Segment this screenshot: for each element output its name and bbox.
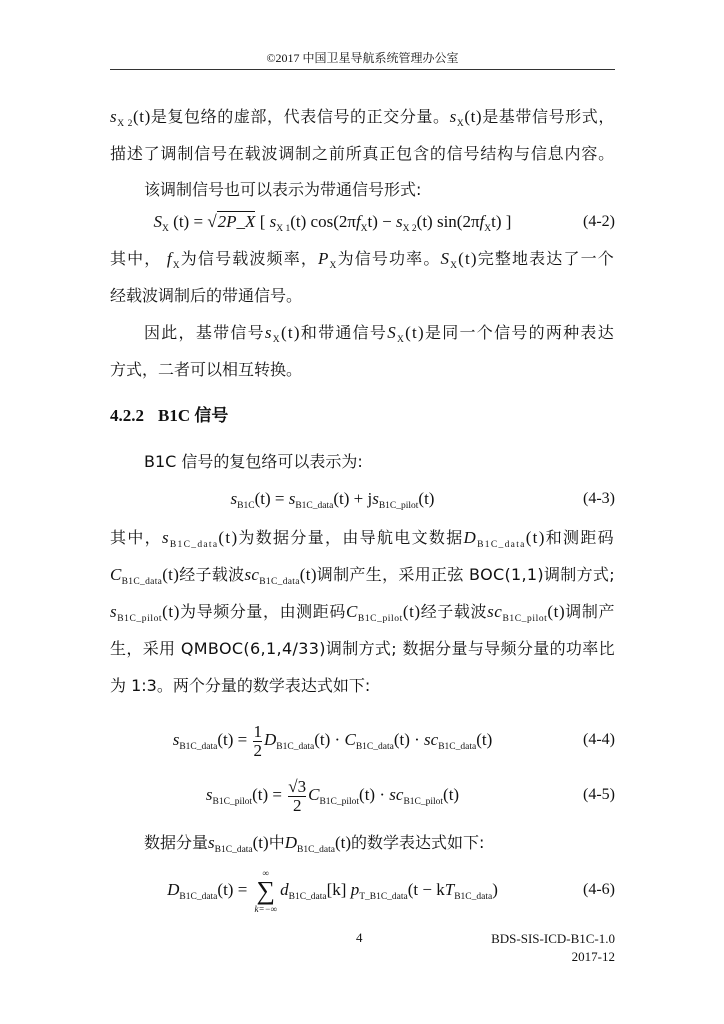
text-run: 调制产 [565, 602, 616, 621]
variable-subscript: X [172, 261, 181, 271]
line-content [110, 283, 302, 309]
paragraph-line [110, 599, 615, 625]
equation [110, 197, 615, 247]
math-text: (t) [402, 602, 421, 621]
math-text: t) − [367, 212, 397, 231]
variable-symbol: sc [244, 565, 260, 584]
doc-footer [491, 930, 615, 966]
variable-subscript: B1C_data [296, 845, 335, 855]
variable-symbol: S [387, 323, 397, 342]
variable-symbol: s [372, 489, 379, 508]
text-run: 是基带信号形式， [482, 107, 615, 126]
variable-symbol: s [172, 730, 180, 749]
variable-subscript: B1C_data [295, 501, 334, 511]
variable-symbol: D [463, 528, 478, 547]
line-content [110, 141, 615, 167]
equation-body [110, 715, 555, 772]
variable-subscript: B1C_data [214, 845, 253, 855]
variable-symbol: s [264, 323, 273, 342]
paragraph-line [110, 562, 615, 588]
math-variable [264, 323, 281, 345]
math-variable [350, 880, 408, 902]
sum-sign: ∑ [256, 876, 276, 906]
math-variable [244, 565, 300, 587]
line-content [144, 830, 484, 863]
equation-number: (4-6) [583, 881, 615, 898]
math-variable [208, 833, 253, 855]
variable-subscript: B1C_data [259, 577, 300, 587]
equation-body [110, 865, 555, 922]
paragraph-line [110, 673, 615, 699]
math-text: (t) · [359, 785, 390, 804]
text-run: 是复包络的虚部，代表信号的正交分量。 [150, 107, 450, 126]
text-run: 为 1:3。两个分量的数学表达式如下: [110, 676, 371, 695]
math-variable [479, 212, 492, 234]
equation [110, 715, 615, 765]
math-text: (t) [547, 602, 566, 621]
equation [110, 865, 615, 915]
equation-body [110, 770, 555, 827]
doc-id: BDS-SIS-ICD-B1C-1.0 [491, 931, 615, 946]
math-text: (t) [252, 833, 269, 852]
variable-subscript: B1C_data [169, 540, 219, 550]
variable-subscript: X [360, 224, 368, 234]
variable-subscript: B1C_pilot [117, 614, 163, 624]
text-run: 为信号功率。 [337, 249, 441, 268]
math-text: (t) [299, 565, 317, 584]
equation-number: (4-2) [583, 213, 615, 230]
math-text: (t) = [252, 785, 287, 804]
text-run: 该调制信号也可以表示为带通信号形式: [144, 180, 422, 199]
line-content [110, 599, 615, 632]
numerator: √3 [288, 776, 307, 796]
variable-subscript: X [450, 261, 459, 271]
variable-symbol: s [288, 489, 296, 508]
math-text: (t) · [314, 730, 345, 749]
variable-symbol: s [449, 107, 457, 126]
variable-symbol: s [396, 212, 403, 231]
math-variable [387, 323, 406, 345]
math-variable [205, 785, 253, 807]
variable-subscript: X [396, 335, 406, 345]
math-text: (t) = [217, 880, 252, 899]
variable-subscript: B1C_data [179, 742, 218, 752]
math-variable [280, 880, 327, 902]
text-run: 方式，二者可以相互转换。 [110, 360, 303, 379]
math-text: (t) [405, 323, 425, 342]
text-run: 经子载波 [420, 602, 488, 621]
math-text: (t) [162, 565, 180, 584]
text-run: 是同一个信号的两种表达 [424, 323, 615, 342]
math-variable [389, 785, 444, 807]
math-text: (t) [458, 249, 478, 268]
variable-subscript: X 1 [276, 224, 291, 234]
numerator: 1 [253, 721, 262, 741]
variable-symbol: s [205, 785, 213, 804]
header-rule [110, 69, 615, 70]
section-heading [110, 401, 242, 426]
variable-symbol: p [350, 880, 360, 899]
equation [110, 770, 615, 820]
paragraph-line [110, 449, 615, 475]
math-text: (t) [133, 107, 151, 126]
paragraph-line [110, 104, 615, 130]
line-content [110, 636, 615, 662]
variable-symbol: D [263, 730, 277, 749]
math-variable [308, 785, 360, 807]
variable-symbol: s [230, 489, 238, 508]
math-variable [172, 730, 218, 752]
fraction [288, 778, 306, 815]
radical-sign: √ [207, 212, 217, 231]
variable-symbol: sc [487, 602, 503, 621]
line-content [144, 449, 363, 475]
variable-symbol: s [110, 107, 118, 126]
math-variable [487, 602, 548, 624]
section-title: B1C 信号 [158, 406, 229, 425]
line-content [144, 320, 615, 353]
paragraph-line [110, 283, 615, 309]
running-header: ©2017 中国卫星导航系统管理办公室 [266, 51, 459, 65]
math-text: t) ] [491, 212, 512, 231]
math-text: (t) [218, 528, 239, 547]
variable-symbol: S [153, 212, 163, 231]
paragraph-line [110, 636, 615, 662]
sum-upper-limit: ∞ [262, 868, 270, 879]
math-variable [345, 602, 403, 624]
variable-subscript: B1C_data [355, 742, 394, 752]
variable-subscript: X [272, 335, 281, 345]
paragraph-line [110, 357, 615, 383]
math-variable [263, 730, 315, 752]
text-run: 的数学表达式如下: [351, 833, 485, 852]
variable-subscript: X 2 [117, 119, 134, 129]
text-run: 中 [268, 833, 285, 852]
equation-body [110, 474, 555, 531]
variable-subscript: B1C_data [477, 540, 526, 550]
variable-subscript: B1C_pilot [319, 797, 360, 807]
variable-subscript: X [456, 119, 465, 129]
math-text: (t) + j [333, 489, 373, 508]
variable-subscript: T_B1C_data [359, 892, 408, 902]
math-text: (t) [162, 602, 181, 621]
paragraph-line [110, 141, 615, 167]
sum-lower-limit: k=−∞ [254, 904, 278, 915]
text-run: 其中， [110, 249, 162, 268]
variable-subscript: B1C [237, 501, 255, 511]
page-number: 4 [356, 930, 363, 945]
denominator: 2 [253, 740, 262, 760]
variable-symbol: sc [389, 785, 404, 804]
math-variable [288, 489, 334, 511]
variable-symbol: s [269, 212, 277, 231]
math-variable [110, 602, 163, 624]
math-variable [372, 489, 419, 511]
equation-number: (4-4) [583, 731, 615, 748]
line-content [110, 104, 615, 137]
variable-subscript: B1C_pilot [378, 501, 419, 511]
math-text: (t) = [254, 489, 289, 508]
math-text: (t) [443, 785, 460, 804]
variable-symbol: C [344, 730, 356, 749]
section-number: 4.2.2 [110, 406, 144, 425]
math-variable [444, 880, 493, 902]
variable-symbol: sc [424, 730, 439, 749]
denominator: 2 [292, 795, 302, 815]
text-run: 经载波调制后的带通信号。 [110, 286, 303, 305]
math-variable [284, 833, 335, 855]
variable-subscript: B1C_data [288, 892, 327, 902]
math-text: (t) [525, 528, 546, 547]
math-text: [k] [326, 880, 351, 899]
math-text: [ [255, 212, 270, 231]
variable-symbol: s [208, 833, 215, 852]
math-text: (t) [334, 833, 352, 852]
line-content [110, 562, 615, 595]
variable-subscript: B1C_data [121, 577, 163, 587]
equation-number: (4-3) [583, 490, 615, 507]
math-text: (t) cos(2π [290, 212, 356, 231]
variable-subscript: B1C_data [454, 892, 493, 902]
variable-subscript: B1C_data [276, 742, 315, 752]
paragraph-line [110, 830, 615, 856]
variable-subscript: B1C_data [179, 892, 218, 902]
variable-subscript: X 2 [402, 224, 417, 234]
math-text: ) [492, 880, 498, 899]
math-variable [153, 212, 169, 234]
text-run: 完整地表达了一个 [477, 249, 615, 268]
math-text: (t) = [217, 730, 252, 749]
doc-date: 2017-12 [571, 949, 615, 964]
math-text: (t) · [393, 730, 425, 749]
text-run: 为信号载波频率， [180, 249, 318, 268]
variable-subscript: X [329, 261, 338, 271]
variable-symbol: D [284, 833, 297, 852]
math-variable [396, 212, 417, 234]
math-text: (t) [476, 730, 493, 749]
variable-subscript: B1C_pilot [212, 797, 253, 807]
math-text: (t) [418, 489, 435, 508]
variable-symbol: S [440, 249, 451, 268]
variable-subscript: X [162, 224, 169, 234]
math-variable [269, 212, 291, 234]
math-text: (t) sin(2π [416, 212, 480, 231]
variable-symbol: f [355, 212, 361, 231]
math-text: (t) = [168, 212, 208, 231]
variable-symbol: T [444, 880, 455, 899]
variable-symbol: C [110, 565, 122, 584]
square-root [207, 211, 255, 231]
text-run: 和带通信号 [300, 323, 388, 342]
text-run: 调制产生，采用正弦 BOC(1,1)调制方式; [316, 565, 615, 584]
text-run: 描述了调制信号在载波调制之前所真正包含的信号结构与信息内容。 [110, 144, 615, 163]
math-variable [110, 565, 163, 587]
text-run: 其中， [110, 528, 162, 547]
text-run: 为数据分量，由导航电文数据 [238, 528, 464, 547]
math-variable [449, 107, 465, 129]
variable-subscript: B1C_pilot [403, 797, 444, 807]
math-text: (t − k [407, 880, 445, 899]
text-run: 因此，基带信号 [144, 323, 265, 342]
paragraph-line [110, 320, 615, 346]
line-content [110, 673, 370, 699]
math-variable [355, 212, 368, 234]
math-text: (t) [280, 323, 301, 342]
variable-subscript: B1C_pilot [357, 614, 403, 624]
text-run: 和测距码 [545, 528, 615, 547]
variable-symbol: d [280, 880, 289, 899]
variable-subscript: X [484, 224, 492, 234]
math-text: (t) [464, 107, 483, 126]
variable-subscript: B1C_pilot [502, 614, 548, 624]
math-variable [230, 489, 255, 511]
equation [110, 474, 615, 524]
math-variable [110, 107, 134, 129]
variable-subscript: B1C_data [438, 742, 477, 752]
variable-symbol: f [161, 249, 173, 268]
variable-symbol: D [167, 880, 180, 899]
math-variable [344, 730, 394, 752]
text-run: 生，采用 QMBOC(6,1,4/33)调制方式; 数据分量与导频分量的功率比 [110, 639, 615, 658]
summation [255, 867, 278, 915]
math-variable [424, 730, 477, 752]
text-run: 经子载波 [179, 565, 245, 584]
fraction [253, 723, 262, 760]
variable-symbol: C [345, 602, 358, 621]
equation-number: (4-5) [583, 786, 615, 803]
variable-symbol: P [318, 249, 330, 268]
variable-symbol: f [479, 212, 485, 231]
variable-symbol: s [110, 602, 118, 621]
variable-symbol: s [161, 528, 170, 547]
line-content [110, 357, 302, 383]
radicand: 2P_X [217, 212, 256, 231]
equation-body [110, 197, 555, 254]
math-variable [167, 880, 218, 902]
text-run: 数据分量 [144, 833, 209, 852]
text-run: B1C 信号的复包络可以表示为: [144, 452, 363, 471]
text-run: 为导频分量，由测距码 [180, 602, 346, 621]
variable-symbol: C [308, 785, 320, 804]
